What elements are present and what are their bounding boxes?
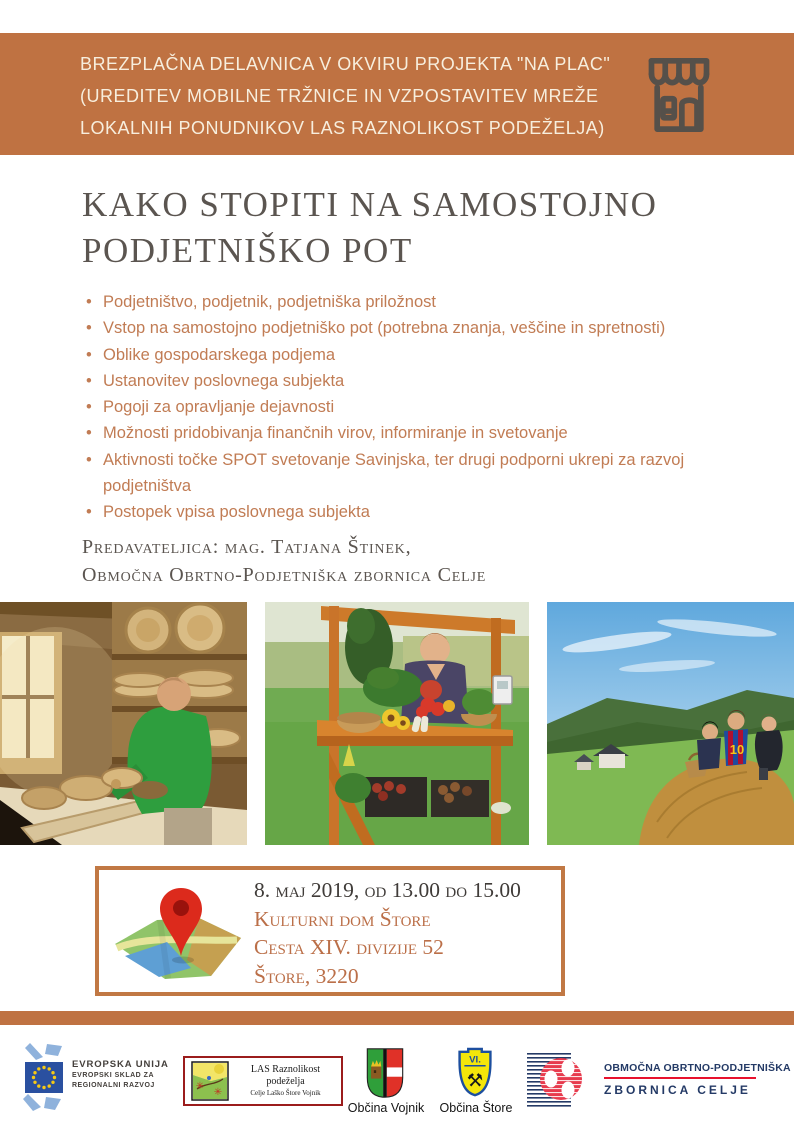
eu-logo-text	[72, 1058, 169, 1090]
page-title	[82, 182, 657, 274]
map-pin-icon	[111, 880, 247, 982]
banner	[0, 33, 794, 155]
crossed-hammers-glyph: ⚒	[466, 1070, 484, 1092]
title-line: PODJETNIŠKO POT	[82, 231, 413, 270]
list-item: • Možnosti pridobivanja finančnih virov, informiranje in svetovanje	[86, 420, 750, 446]
event-address: Cesta XIV. divizije 52	[254, 935, 444, 959]
vojnik-coat-of-arms-icon	[363, 1046, 407, 1100]
ooz-red-rule	[604, 1077, 756, 1079]
banner-text	[80, 48, 610, 144]
photo-pottery-workshop	[0, 602, 247, 845]
list-item: • Postopek vpisa poslovnega subjekta	[86, 499, 750, 525]
list-item: • Aktivnosti točke SPOT svetovanje Savinjska, ter drugi podporni ukrepi za razvoj podjetništva	[86, 447, 750, 500]
event-datetime: 8. maj 2019, od 13.00 do 15.00	[254, 878, 521, 902]
eu-flag-icon	[20, 1042, 68, 1116]
banner-line: LOKALNIH PONUDNIKOV LAS RAZNOLIKOST PODEŽELJA)	[80, 118, 605, 138]
store-label: Občina Štore	[439, 1101, 513, 1115]
topics-list	[86, 289, 750, 526]
ooz-line2: ZBORNICA CELJE	[604, 1083, 751, 1097]
farmers-market-illustration	[265, 602, 529, 845]
las-title: LAS Raznolikost podeželja	[250, 1064, 321, 1087]
countryside-illustration	[547, 602, 794, 845]
vojnik-label: Občina Vojnik	[347, 1101, 425, 1115]
banner-line: BREZPLAČNA DELAVNICA V OKVIRU PROJEKTA "NA PLAC"	[80, 54, 611, 74]
las-map-illustration-icon	[191, 1061, 229, 1101]
banner-line: (UREDITEV MOBILNE TRŽNICE IN VZPOSTAVITEV MREŽE	[80, 86, 599, 106]
presenter-line: Predavateljica: mag. Tatjana Štinek,	[82, 536, 412, 558]
svg-text:✳: ✳	[195, 1081, 205, 1092]
store-shield-text: VI.	[469, 1054, 481, 1066]
las-logo-text	[236, 1064, 335, 1098]
photo-countryside-children	[547, 602, 794, 845]
event-details-box	[95, 866, 565, 996]
storefront-icon	[642, 53, 716, 135]
presenter-info	[82, 533, 486, 589]
list-item: • Oblike gospodarskega podjema	[86, 342, 750, 368]
eu-line: REGIONALNI RAZVOJ	[72, 1081, 155, 1089]
eu-line: EVROPSKA UNIJA	[72, 1059, 169, 1070]
ooz-logo-text	[604, 1062, 791, 1097]
title-line: KAKO STOPITI NA SAMOSTOJNO	[82, 185, 658, 224]
eu-line: EVROPSKI SKLAD ZA	[72, 1072, 155, 1079]
las-subtitle: Celje Laško Štore Vojnik	[250, 1089, 321, 1097]
photo-farmers-market-stand	[265, 602, 529, 845]
svg-text:✳: ✳	[213, 1087, 223, 1098]
store-coat-of-arms-icon	[454, 1046, 496, 1100]
presenter-line: Območna Obrtno-Podjetniška zbornica Celje	[82, 564, 487, 586]
footer-divider-bar	[0, 1011, 794, 1025]
pottery-workshop-illustration	[0, 602, 247, 845]
list-item: • Ustanovitev poslovnega subjekta	[86, 368, 750, 394]
list-item: • Podjetništvo, podjetnik, podjetniška priložnost	[86, 289, 750, 315]
ooz-celje-emblem-icon	[527, 1052, 583, 1108]
jersey-number-text: 10	[729, 742, 745, 757]
las-logo	[183, 1056, 343, 1106]
list-item: • Pogoji za opravljanje dejavnosti	[86, 394, 750, 420]
event-city: Štore, 3220	[254, 963, 359, 988]
event-text	[254, 876, 521, 990]
event-venue: Kulturni dom Štore	[254, 906, 431, 931]
list-item: • Vstop na samostojno podjetniško pot (potrebna znanja, veščine in spretnosti)	[86, 315, 750, 341]
ooz-line1: OBMOČNA OBRTNO-PODJETNIŠKA	[604, 1062, 791, 1074]
